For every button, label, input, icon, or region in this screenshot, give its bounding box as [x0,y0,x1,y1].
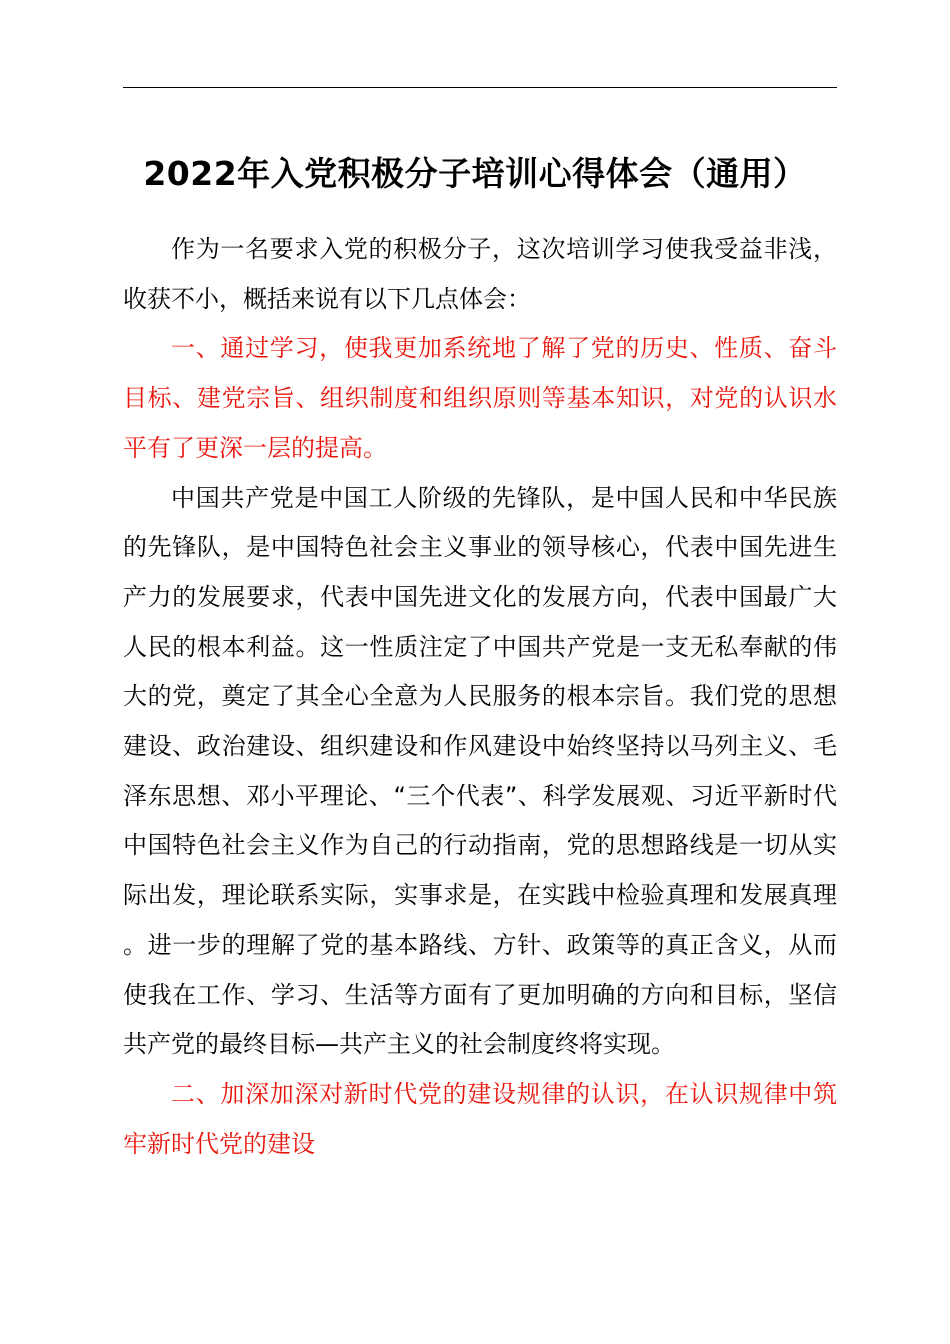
paragraph-intro: 作为一名要求入党的积极分子，这次培训学习使我受益非浅，收获不小，概括来说有以下几点体会： [123,235,837,313]
paragraph-heading-two: 二、加深加深对新时代党的建设规律的认识，在认识规律中筑牢新时代党的建设 [123,1079,837,1158]
document-title: 2022年入党积极分子培训心得体会（通用） [143,154,807,193]
paragraph-heading-one: 一、通过学习，使我更加系统地了解了党的历史、性质、奋斗目标、建党宗旨、组织制度和组织原则等基本知识，对党的认识水平有了更深一层的提高。 [123,334,837,462]
document-body [123,225,837,1169]
header-rule [123,87,837,88]
paragraph-party-nature: 中国共产党是中国工人阶级的先锋队，是中国人民和中华民族的先锋队，是中国特色社会主义事业的领导核心，代表中国先进生产力的发展要求，代表中国先进文化的发展方向，代表中国最广大人民的根本利益。这一性质注定了中国共产党是一支无私奉献的伟大的党，奠定了其全心全意为人民服务的根本宗旨。我们党的思想建设、政治建设、组织建设和作风建设中始终坚持以马列主义、毛泽东思想、邓小平理论、“三个代表”、科学发展观、习近平新时代中国特色社会主义作为自己的行动指南，党的思想路线是一切从实际出发，理论联系实际，实事求是，在实践中检验真理和发展真理。进一步的理解了党的基本路线、方针、政策等的真正含义，从而使我在工作、学习、生活等方面有了更加明确的方向和目标，坚信共产党的最终目标—共产主义的社会制度终将实现。 [123,483,837,1059]
